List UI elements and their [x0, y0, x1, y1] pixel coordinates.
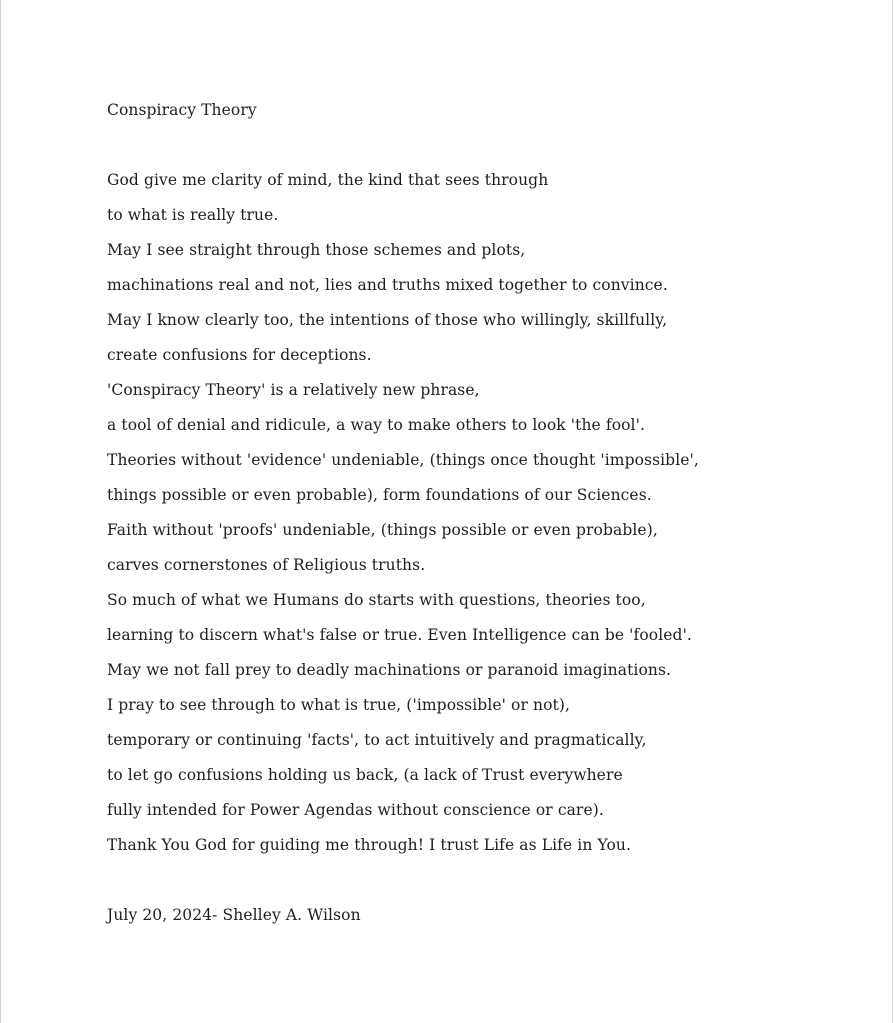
poem-line: Theories without 'evidence' undeniable, (things once thought 'impossible', — [107, 451, 699, 469]
poem-line: carves cornerstones of Religious truths. — [107, 556, 426, 574]
poem-line: I pray to see through to what is true, ('impossible' or not), — [107, 696, 571, 714]
poem-line: May we not fall prey to deadly machinations or paranoid imaginations. — [107, 661, 672, 679]
poem-line: to let go confusions holding us back, (a lack of Trust everywhere — [107, 766, 623, 784]
poem-line: learning to discern what's false or true. Even Intelligence can be 'fooled'. — [107, 626, 692, 644]
poem-line: a tool of denial and ridicule, a way to make others to look 'the fool'. — [107, 416, 645, 434]
poem-title: Conspiracy Theory — [107, 101, 257, 119]
poem-line: Faith without 'proofs' undeniable, (things possible or even probable), — [107, 521, 658, 539]
poem-line: fully intended for Power Agendas without conscience or care). — [107, 801, 604, 819]
poem-line: temporary or continuing 'facts', to act intuitively and pragmatically, — [107, 731, 647, 749]
poem-line: Thank You God for guiding me through! I trust Life as Life in You. — [107, 836, 631, 854]
poem-body — [107, 166, 847, 866]
signature-date-line: July 20, 2024- Shelley A. Wilson — [107, 906, 361, 924]
poem-line: to what is really true. — [107, 206, 279, 224]
poem-line: 'Conspiracy Theory' is a relatively new phrase, — [107, 381, 480, 399]
poem-document — [107, 96, 847, 936]
poem-line: machinations real and not, lies and truths mixed together to convince. — [107, 276, 668, 294]
poem-line: So much of what we Humans do starts with questions, theories too, — [107, 591, 646, 609]
poem-line: create confusions for deceptions. — [107, 346, 372, 364]
poem-line: May I know clearly too, the intentions of those who willingly, skillfully, — [107, 311, 668, 329]
poem-line: things possible or even probable), form foundations of our Sciences. — [107, 486, 652, 504]
poem-line: God give me clarity of mind, the kind that sees through — [107, 171, 549, 189]
poem-line: May I see straight through those schemes and plots, — [107, 241, 526, 259]
